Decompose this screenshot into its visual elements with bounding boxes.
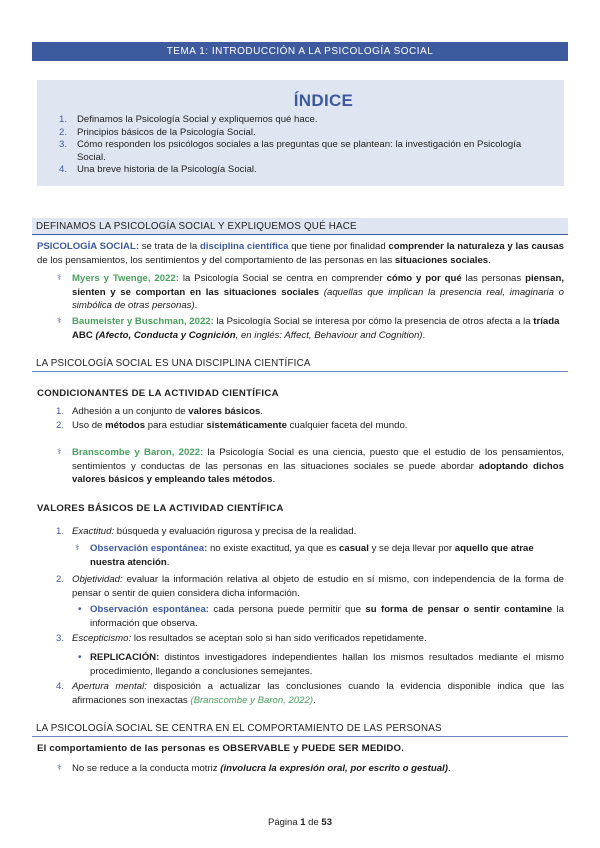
- list-item: ⚕ Baumeister y Buschman, 2022: la Psicología Social se interesa por cómo la presencia de otros afecta a la tríada ABC (Afecto, Conducta y Cognición, en inglés: Affect, Behaviour and Cognition).: [57, 316, 560, 341]
- page-number: 1: [300, 817, 306, 828]
- feather-bullet-icon: ⚕: [75, 543, 80, 552]
- subsection-title: VALORES BÁSICOS DE LA ACTIVIDAD CIENTÍFICA: [37, 503, 284, 514]
- list-item: • Observación espontánea: cada persona puede permitir que su forma de pensar o sentir contamine la información que observa.: [78, 604, 564, 629]
- index-title: ÍNDICE: [293, 91, 354, 110]
- index-item[interactable]: 2. Principios básicos de la Psicología Social.: [59, 126, 256, 138]
- index-item[interactable]: 4. Una breve historia de la Psicología Social.: [59, 164, 257, 176]
- chapter-title-bar: TEMA 1: INTRODUCCIÓN A LA PSICOLOGÍA SOCIAL: [32, 42, 568, 61]
- index-item[interactable]: 3. Cómo responden los psicólogos sociales a las preguntas que se plantean: la investigación en Psicología Social.: [59, 139, 522, 163]
- list-item: ⚕ Observación espontánea: no existe exactitud, ya que es casual y se deja llevar por aquello que atrae nuestra atención.: [75, 543, 534, 568]
- list-item: 1. Exactitud: búsqueda y evaluación rigurosa y precisa de la realidad.: [56, 526, 357, 537]
- page-footer: Página 1 de 53: [268, 817, 332, 828]
- index-list: [59, 114, 548, 177]
- definition-paragraph: PSICOLOGÍA SOCIAL: se trata de la disciplina científica que tiene por finalidad comprender la naturaleza y las causas de los pensamientos, los sentimientos y del comportamiento de las personas en las situaciones sociales.: [37, 241, 565, 266]
- list-item: ⚕ No se reduce a la conducta motriz (involucra la expresión oral, por escrito o gestual).: [57, 763, 451, 774]
- list-item: 2. Uso de métodos para estudiar sistemáticamente cualquier faceta del mundo.: [56, 420, 408, 431]
- list-item: 3. Escepticismo: los resultados se aceptan solo si han sido verificados repetidamente.: [56, 633, 427, 644]
- feather-bullet-icon: ⚕: [57, 316, 62, 325]
- list-item: ⚕ Branscombe y Baron, 2022: la Psicología Social es una ciencia, puesto que el estudio de los pensamientos, sentimientos y conductas de las personas en las situaciones sociales se puede abordar adoptando dichos valores básicos y empleando tales métodos.: [57, 447, 564, 486]
- list-item: • REPLICACIÓN: distintos investigadores independientes hallan los mismos resultados mediante el mismo procedimiento, llegando a conclusiones semejantes.: [78, 652, 564, 677]
- feather-bullet-icon: ⚕: [57, 447, 62, 456]
- list-item: 2. Objetividad: evaluar la información relativa al objeto de estudio en sí mismo, con independencia de la forma de pensar o sentir de quien considera dicha información.: [56, 574, 564, 599]
- section-header: LA PSICOLOGÍA SOCIAL SE CENTRA EN EL COMPORTAMIENTO DE LAS PERSONAS: [32, 720, 568, 737]
- index-item[interactable]: 1. Definamos la Psicología Social y expliquemos qué hace.: [59, 114, 318, 125]
- paragraph: El comportamiento de las personas es OBSERVABLE y PUEDE SER MEDIDO.: [37, 743, 405, 754]
- feather-bullet-icon: ⚕: [57, 763, 62, 772]
- section-header: LA PSICOLOGÍA SOCIAL ES UNA DISCIPLINA CIENTÍFICA: [32, 355, 568, 372]
- bullet-dot-icon: •: [78, 604, 82, 615]
- list-item: ⚕ Myers y Twenge, 2022: la Psicología Social se centra en comprender cómo y por qué las personas piensan, sienten y se comportan en las situaciones sociales (aquellas que implican la presencia real, imaginaria o simbólica de otras personas).: [57, 273, 564, 312]
- subsection-title: CONDICIONANTES DE LA ACTIVIDAD CIENTÍFICA: [37, 388, 279, 399]
- section-header: DEFINAMOS LA PSICOLOGÍA SOCIAL Y EXPLIQUEMOS QUÉ HACE: [32, 218, 568, 235]
- bullet-dot-icon: •: [78, 652, 82, 663]
- page-total: 53: [321, 817, 332, 828]
- list-item: 4. Apertura mental: disposición a actualizar las conclusiones cuando la evidencia disponible indica que las afirmaciones son inexactas (Branscombe y Baron, 2022).: [56, 681, 564, 706]
- feather-bullet-icon: ⚕: [57, 273, 62, 282]
- index-box: [37, 80, 564, 186]
- list-item: 1. Adhesión a un conjunto de valores básicos.: [56, 406, 263, 417]
